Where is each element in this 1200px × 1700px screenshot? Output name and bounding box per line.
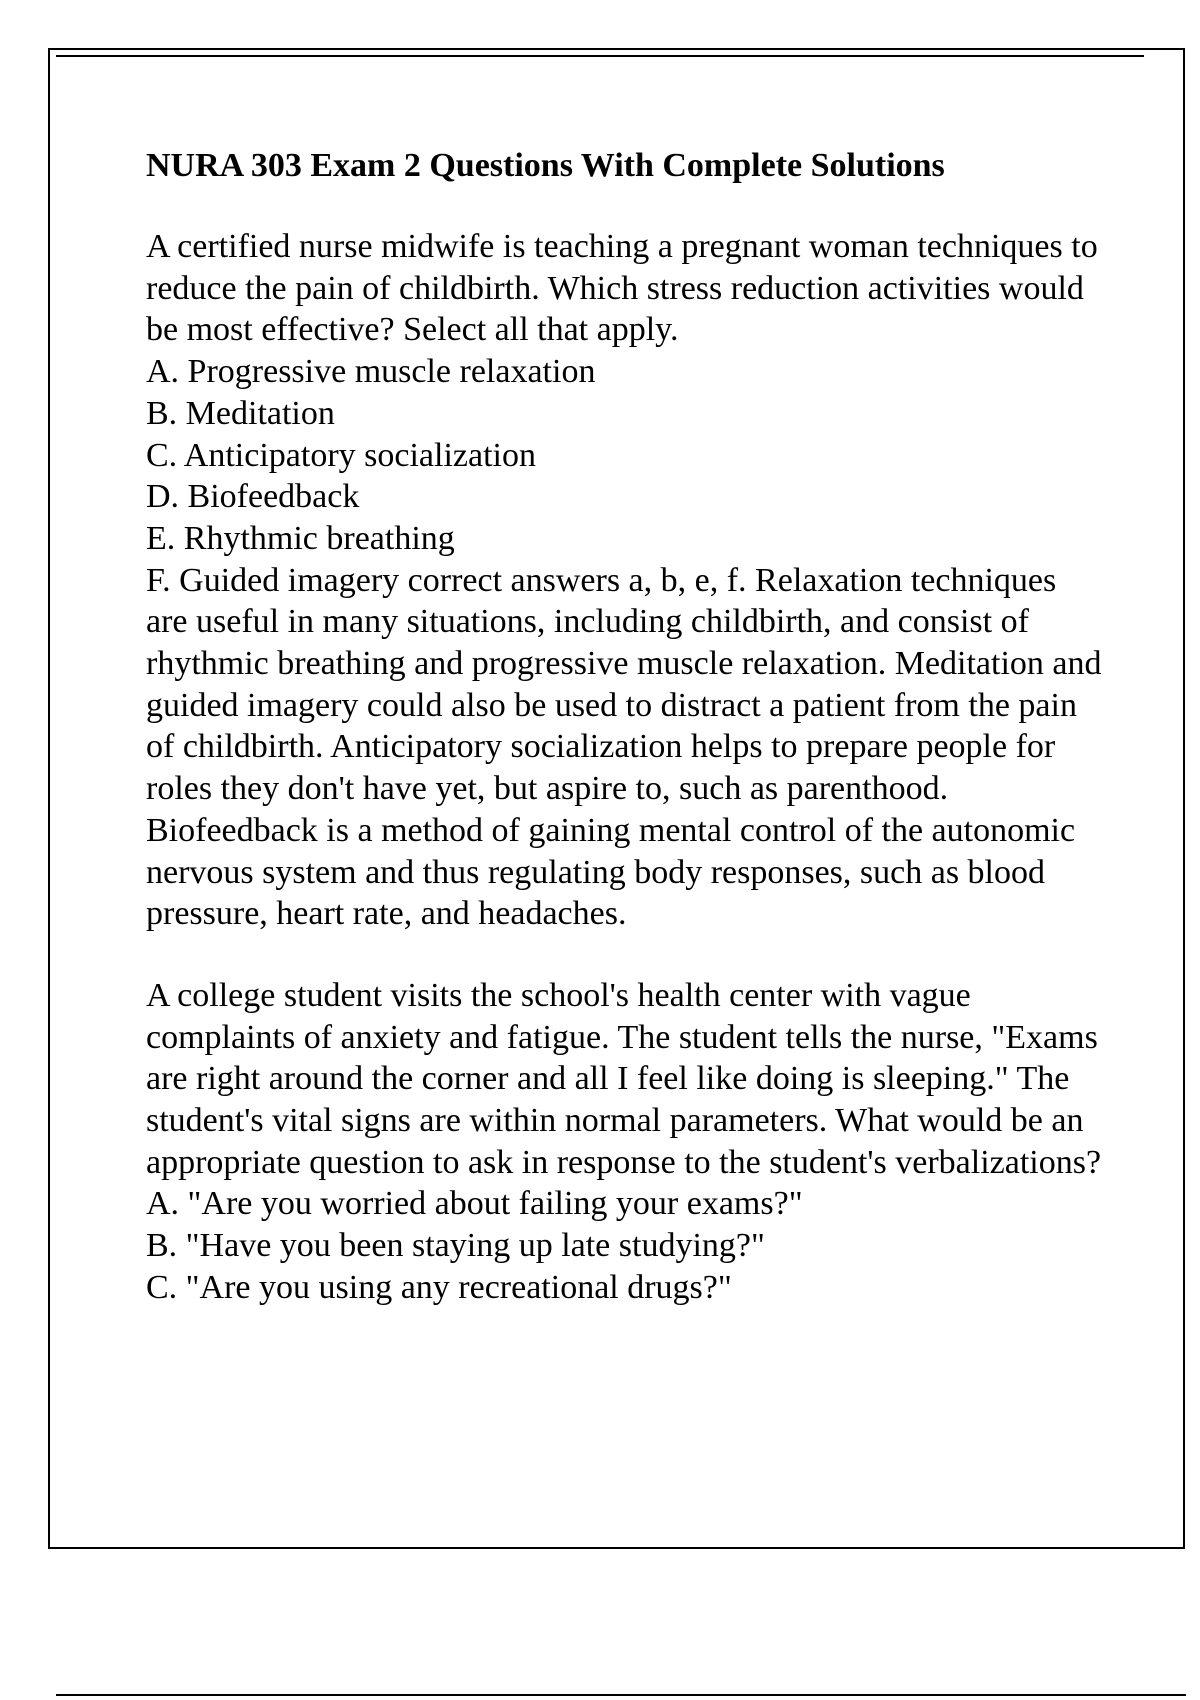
- question-2-option-c: C. "Are you using any recreational drugs?": [146, 1268, 732, 1306]
- question-1-option-f-answer: F. Guided imagery correct answers a, b, e, f. Relaxation techniques are useful in many situations, including childbirth, and consist of rhythmic breathing and progressive muscle relaxation. Meditation and guided imagery could also be used to distract a patient from the pain of childbirth. Anticipatory socialization helps to prepare people for roles they don't have yet, but aspire to, such as parenthood. Biofeedback is a method of gaining mental control of the autonomic nervous system and thus regulating body responses, such as blood pressure, heart rate, and headaches.: [146, 561, 1102, 933]
- bottom-rule: [56, 1694, 1186, 1696]
- question-2-stem: A college student visits the school's health center with vague complaints of anxiety and fatigue. The student tells the nurse, "Exams are right around the corner and all I feel like doing is sleeping." The student's vital signs are within normal parameters. What would be an appropriate question to ask in response to the student's verbalizations?: [146, 976, 1102, 1181]
- question-1-option-b: B. Meditation: [146, 394, 335, 432]
- document-title: NURA 303 Exam 2 Questions With Complete Solutions: [146, 147, 945, 184]
- question-1-option-e: E. Rhythmic breathing: [146, 519, 455, 557]
- question-2-option-a: A. "Are you worried about failing your exams?": [146, 1185, 803, 1223]
- question-1-option-c: C. Anticipatory socialization: [146, 436, 536, 474]
- document-content: [146, 142, 1106, 1309]
- question-gap: [146, 935, 1106, 975]
- question-1: [146, 226, 1106, 935]
- question-1-option-d: D. Biofeedback: [146, 478, 360, 516]
- question-2: [146, 975, 1106, 1309]
- question-1-option-a: A. Progressive muscle relaxation: [146, 353, 596, 391]
- question-2-option-b: B. "Have you been staying up late studying?": [146, 1227, 765, 1265]
- question-1-stem: A certified nurse midwife is teaching a pregnant woman techniques to reduce the pain of childbirth. Which stress reduction activities would be most effective? Select all that apply.: [146, 228, 1098, 349]
